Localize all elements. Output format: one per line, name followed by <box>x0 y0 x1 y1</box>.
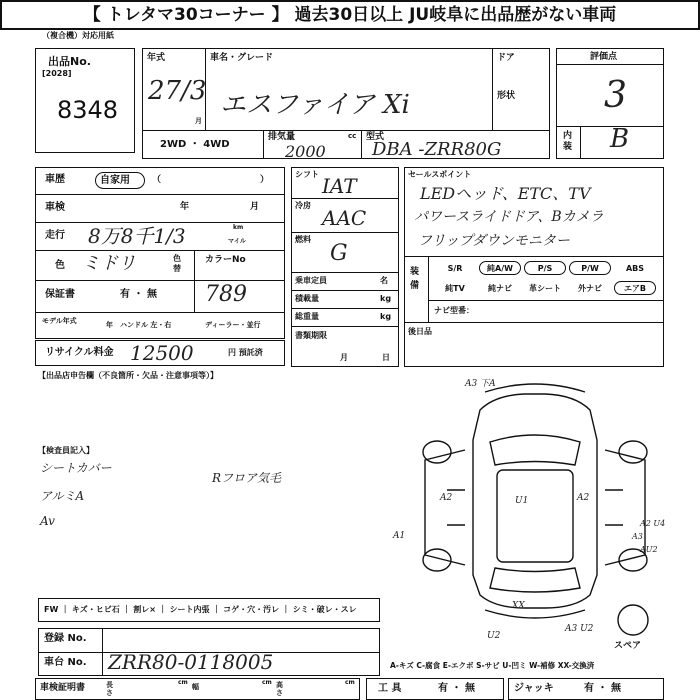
lot-label: 出品No. <box>48 55 91 68</box>
sales-point-line-1: LEDヘッド、ETC、TV <box>420 184 591 203</box>
spare-label: スペア <box>614 641 642 651</box>
damage-key-text: FW ｜ キズ・ヒビ石 ｜ 割レ× ｜ シート内張 ｜ コゲ・穴・汚レ ｜ シミ・破レ・スレ <box>44 605 357 614</box>
diagram-mark-rear: XX <box>512 601 525 611</box>
year-month-suffix: 月 <box>195 117 202 125</box>
shape-label: 形状 <box>497 91 516 101</box>
diagram-mark-right-door: A2 <box>577 493 590 503</box>
sales-points-label: セールスポイント <box>408 170 472 179</box>
navi-model-label: ナビ型番： <box>434 306 474 315</box>
equipment-badge-r1-2: P/S <box>524 261 566 275</box>
interior-label: 内装 <box>563 131 573 152</box>
inspection-label: 車検 <box>45 202 65 213</box>
displacement-label: 排気量 <box>268 132 296 142</box>
tools-label: 工 具 <box>378 683 402 694</box>
diagram-mark-front: A3 下A <box>465 379 496 389</box>
equipment-badge-r2-1: 純ナビ <box>488 284 512 293</box>
damage-legend: A-キズ C-腐食 E-エクボ S-サビ U-凹ミ W-補修 XX-交換済 <box>390 661 595 670</box>
recycle-label: リサイクル料金 <box>45 347 114 358</box>
sales-point-line-3: フリップダウンモニター <box>418 233 570 249</box>
banner-title: 【 トレタマ30コーナー 】 過去30日以上 JU岐阜に出品歴がない車両 <box>0 0 700 30</box>
diagram-mark-roof: U1 <box>515 496 529 506</box>
chassis-label: 車台 No. <box>44 657 87 668</box>
history-value: 自家用 <box>100 175 130 186</box>
jack-label: ジャッキ <box>514 683 554 694</box>
equipment-badge-r1-1: 純A/W <box>479 261 521 275</box>
door-label: ドア <box>497 53 515 63</box>
tools-options: 有 ・ 無 <box>438 683 475 694</box>
lot-number: 8348 <box>57 96 119 124</box>
equipment-badge-r1-0: S/R <box>447 264 463 273</box>
history-label: 車歴 <box>45 174 65 185</box>
sales-point-line-2: パワースライドドア、Bカメラ <box>414 209 604 225</box>
jack-options: 有 ・ 無 <box>584 683 621 694</box>
shift-label: シフト <box>295 170 319 179</box>
diagram-mark-right-3: AU2 <box>640 545 658 554</box>
model-value: DBA -ZRR80G <box>372 139 502 160</box>
equipment-badge-r2-0: 純TV <box>445 284 465 293</box>
score-label: 評価点 <box>590 52 618 62</box>
equipment-badge-r1-4: ABS <box>625 264 645 273</box>
year-label: 年式 <box>147 53 166 63</box>
model-year-label: モデル年式 <box>42 317 77 325</box>
name-label: 車名・グレード <box>210 53 274 63</box>
equipment-label: 装備 <box>410 267 420 291</box>
mileage-unit-top: km <box>233 224 244 231</box>
year-value: 27/3 <box>148 76 207 106</box>
doc-deadline-month: 月 <box>340 353 348 362</box>
equipment-row-1 <box>434 261 660 277</box>
diagram-mark-right-1: A2 U4 <box>640 519 666 528</box>
load-label: 積載量 <box>295 294 319 303</box>
notes-header: 【出品店申告欄（不良箇所・欠品・注意事項等）】 <box>38 371 218 380</box>
equipment-badge-r2-4: エアB <box>614 281 656 295</box>
width-label: 幅 <box>192 683 199 691</box>
lot-stamp: [2028] <box>42 69 72 78</box>
history-box <box>35 167 285 339</box>
equipment-badge-r2-2: 革シート <box>529 284 561 293</box>
inspector-header: 【検査員記入】 <box>38 446 94 455</box>
recycle-unit: 円 預託済 <box>228 348 263 357</box>
mileage-label: 走行 <box>45 230 65 241</box>
inspection-month: 月 <box>250 202 260 212</box>
diagram-mark-left: A1 <box>393 531 406 541</box>
registration-label: 登録 No. <box>44 633 87 644</box>
equipment-badge-r1-3: P/W <box>569 261 611 275</box>
name-value: エスファイア Xi <box>220 90 410 120</box>
diagram-mark-left-door: A2 <box>440 493 453 503</box>
mileage-unit-bottom: マイル <box>228 238 246 245</box>
shift-value: IAT <box>322 174 357 198</box>
score-value: 3 <box>604 75 627 116</box>
model-label: 型式 <box>366 132 385 142</box>
length-unit: cm <box>178 679 188 686</box>
color-label: 色 <box>55 260 65 271</box>
warranty-label: 保証書 <box>45 289 75 300</box>
ac-value: AAC <box>322 206 367 230</box>
certificate-label: 車検証明書 <box>40 683 86 693</box>
history-paren-open: （ <box>152 175 162 185</box>
inspector-right-note: Rフロア気毛 <box>212 471 282 485</box>
warranty-options: 有 ・ 無 <box>120 289 157 300</box>
form-subtitle: （複合機）対応用紙 <box>42 31 114 40</box>
displacement-value: 2000 <box>285 142 326 161</box>
inspector-line-1: シートカバー <box>40 461 112 475</box>
fuel-value: G <box>330 241 348 266</box>
load-unit: kg <box>380 294 392 303</box>
inspector-line-3: Av <box>40 514 55 528</box>
interior-value: B <box>610 124 630 154</box>
drive-type: 2WD ・ 4WD <box>160 139 230 150</box>
color-no-label: カラーNo <box>205 255 246 265</box>
color-no-value: 789 <box>205 282 247 307</box>
recycle-value: 12500 <box>130 341 194 365</box>
inspection-year: 年 <box>180 202 190 212</box>
diagram-mark-rear-bumper: U2 <box>487 631 501 641</box>
model-year-unit: 年 <box>106 321 113 329</box>
chassis-value: ZRR80-0118005 <box>108 650 274 674</box>
height-unit: cm <box>345 679 355 686</box>
dealer-type: ディーラー・並行 <box>205 321 261 329</box>
after-delivery-label: 後日品 <box>408 327 432 336</box>
equipment-row-2 <box>434 281 660 297</box>
diagram-mark-right-2: A3 <box>632 532 643 541</box>
equipment-badge-r2-3: 外ナビ <box>578 284 602 293</box>
fuel-label: 燃料 <box>295 235 311 244</box>
car-damage-diagram <box>405 370 670 640</box>
gross-label: 総重量 <box>295 312 319 321</box>
ac-label: 冷房 <box>295 201 311 210</box>
gross-unit: kg <box>380 312 392 321</box>
color-repaint-label: 色替 <box>173 254 181 273</box>
length-label: 長さ <box>106 681 113 697</box>
inspector-line-2: アルミA <box>40 489 85 503</box>
capacity-unit: 名 <box>380 276 388 285</box>
color-value: ミドリ <box>82 253 136 274</box>
height-label: 高さ <box>276 681 283 697</box>
doc-deadline-day: 日 <box>382 353 390 362</box>
displacement-unit: cc <box>348 132 357 140</box>
width-unit: cm <box>262 679 272 686</box>
history-paren-close: ） <box>260 175 270 185</box>
handle-side: ハンドル 左・右 <box>120 321 172 329</box>
capacity-label: 乗車定員 <box>295 276 327 285</box>
diagram-mark-rear-right: A3 U2 <box>565 624 594 634</box>
doc-deadline-label: 書類期限 <box>295 331 327 340</box>
mileage-value: 8万8千1/3 <box>88 224 186 248</box>
